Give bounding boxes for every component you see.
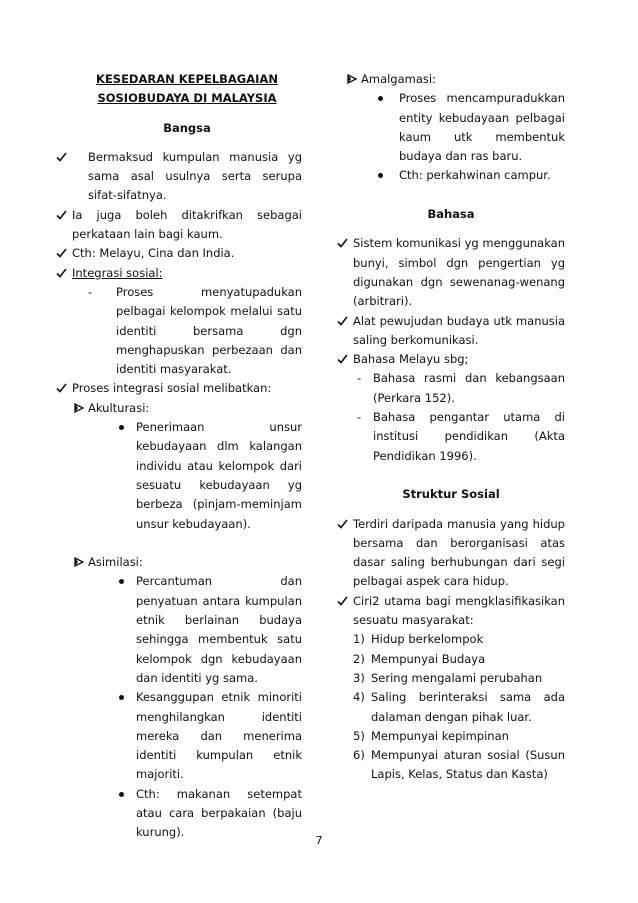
list-number: 2) (353, 651, 365, 666)
bullet-dot-icon (118, 785, 126, 804)
struktur-item-text: Ciri2 utama bagi mengklasifikasikan sesuatu masyarakat: (353, 593, 565, 628)
checkmark-icon (56, 264, 68, 283)
bullet-dot-icon (118, 688, 126, 707)
ciri-item-2 (337, 650, 565, 669)
amalgamasi-label: Amalgamasi: (361, 72, 436, 86)
asimilasi-point-2 (72, 688, 302, 784)
checkmark-icon (56, 148, 68, 167)
bangsa-item-text: Ia juga boleh ditakrifkan sebagai perkataan lain bagi kaum. (72, 207, 302, 242)
amalgamasi-item (337, 70, 565, 89)
struktur-item-text: Terdiri daripada manusia yang hidup bersama dan berorganisasi atas dasar saling berhubungan dari segi pelbagai aspek cara hidup. (353, 516, 565, 589)
list-number: 5) (353, 728, 365, 743)
heading-bahasa: Bahasa (427, 207, 475, 222)
bahasa-sub-text: Bahasa rasmi dan kebangsaan (Perkara 152). (373, 371, 565, 405)
bangsa-item-3 (56, 244, 302, 263)
asimilasi-label: Asimilasi: (88, 555, 143, 570)
integrasi-label: Integrasi sosial: (72, 265, 163, 280)
heading-bangsa: Bangsa (163, 120, 211, 135)
bahasa-item-text: Sistem komunikasi yg menggunakan bunyi, simbol dgn pengertian yg digunakan dgn sewenanag-wenang (arbitrari). (353, 236, 565, 309)
ciri-item-5 (337, 727, 565, 746)
checkmark-icon (337, 592, 349, 611)
title-line-2: SOSIOBUDAYA DI MALAYSIA (97, 91, 277, 106)
list-number: 6) (353, 748, 365, 763)
akulturasi-item (72, 399, 302, 418)
proses-label: Proses integrasi sosial melibatkan: (72, 381, 272, 396)
amalgamasi-point-1 (337, 89, 565, 166)
document-title (72, 70, 302, 109)
dash-marker: - (88, 284, 93, 299)
bahasa-item-2 (337, 312, 565, 351)
checkmark-icon (56, 244, 68, 263)
bangsa-item-text: Bermaksud kumpulan manusia yg sama asal usulnya serta serupa sifat-sifatnya. (88, 149, 302, 203)
list-number: 1) (353, 632, 365, 647)
checkmark-icon (337, 234, 349, 253)
amalgamasi-point-text: Proses mencampuradukkan entity kebudayaan pelbagai kaum utk membentuk budaya dan ras baru. (399, 91, 565, 164)
bahasa-sub-2 (337, 408, 565, 466)
bahasa-item-text: Alat pewujudan budaya utk manusia saling berkomunikasi. (353, 313, 565, 347)
akulturasi-point-text: Penerimaan unsur kebudayaan dlm kalangan individu atau kelompok dari sesuatu kebudayaan yg berbeza (pinjam-meminjam unsur kebudayaan). (136, 420, 302, 531)
left-column (72, 70, 302, 843)
bullet-dot-icon (118, 418, 126, 437)
asimilasi-point-text: Cth: makanan setempat atau cara berpakaian (baju kurung). (136, 786, 302, 840)
bahasa-sub-1 (337, 369, 565, 408)
bangsa-item-1 (56, 148, 302, 206)
asimilasi-point-text: Percantuman dan penyatuan antara kumpulan etnik berlainan budaya sehingga membentuk satu kelompok dgn kebudayaan dan identiti yg sama. (136, 574, 302, 685)
ciri-item-6 (337, 746, 565, 785)
ciri-item-3 (337, 669, 565, 688)
ciri-item-text: Sering mengalami perubahan (371, 670, 543, 685)
akulturasi-point (72, 418, 302, 534)
dash-marker: - (357, 410, 362, 425)
akulturasi-label: Akulturasi: (88, 400, 150, 415)
bahasa-item-1 (337, 234, 565, 311)
asimilasi-point-1 (72, 572, 302, 688)
right-column (337, 70, 565, 785)
struktur-item-1 (337, 515, 565, 592)
bangsa-item-text: Cth: Melayu, Cina dan India. (72, 246, 235, 261)
proses-item (56, 379, 302, 398)
checkmark-icon (337, 312, 349, 331)
struktur-item-2 (337, 592, 565, 631)
checkmark-icon (337, 350, 349, 369)
amalgamasi-point-text: Cth: perkahwinan campur. (399, 168, 551, 183)
ciri-item-text: Hidup berkelompok (371, 632, 484, 647)
amalgamasi-point-2 (337, 166, 565, 185)
ciri-item-4 (337, 688, 565, 727)
page-number: 7 (315, 834, 323, 847)
ciri-item-1 (337, 630, 565, 649)
asimilasi-item (72, 553, 302, 572)
checkmark-icon (337, 515, 349, 534)
checkmark-icon (56, 379, 68, 398)
ciri-item-text: Mempunyai aturan sosial (Susun Lapis, Kelas, Status dan Kasta) (371, 748, 565, 782)
integrasi-definition (72, 283, 302, 379)
bahasa-item-3 (337, 350, 565, 369)
ciri-item-text: Mempunyai kepimpinan (371, 728, 509, 743)
ciri-item-text: Saling berinteraksi sama ada dalaman dengan pihak luar. (371, 690, 565, 724)
list-number: 4) (353, 690, 365, 705)
title-line-1: KESEDARAN KEPELBAGAIAN (96, 72, 278, 86)
bullet-dot-icon (377, 89, 385, 108)
list-number: 3) (353, 670, 365, 685)
heading-struktur-sosial: Struktur Sosial (402, 487, 500, 502)
dash-marker: - (357, 371, 362, 386)
ciri-item-text: Mempunyai Budaya (371, 651, 486, 666)
asimilasi-point-text: Kesanggupan etnik minoriti menghilangkan identiti mereka dan menerima identiti kumpulan etnik majoriti. (136, 690, 302, 782)
integrasi-def-text: Proses menyatupadukan pelbagai kelompok melalui satu identiti bersama dgn menghapuskan perbezaan dan identiti masyarakat. (116, 284, 302, 377)
checkmark-icon (56, 206, 68, 225)
bullet-dot-icon (118, 572, 126, 591)
bahasa-sub-text: Bahasa pengantar utama di institusi pendidikan (Akta Pendidikan 1996). (373, 410, 565, 463)
integrasi-item (56, 264, 302, 283)
bahasa-item-text: Bahasa Melayu sbg; (353, 352, 469, 367)
bangsa-item-2 (56, 206, 302, 245)
bullet-dot-icon (377, 166, 385, 185)
